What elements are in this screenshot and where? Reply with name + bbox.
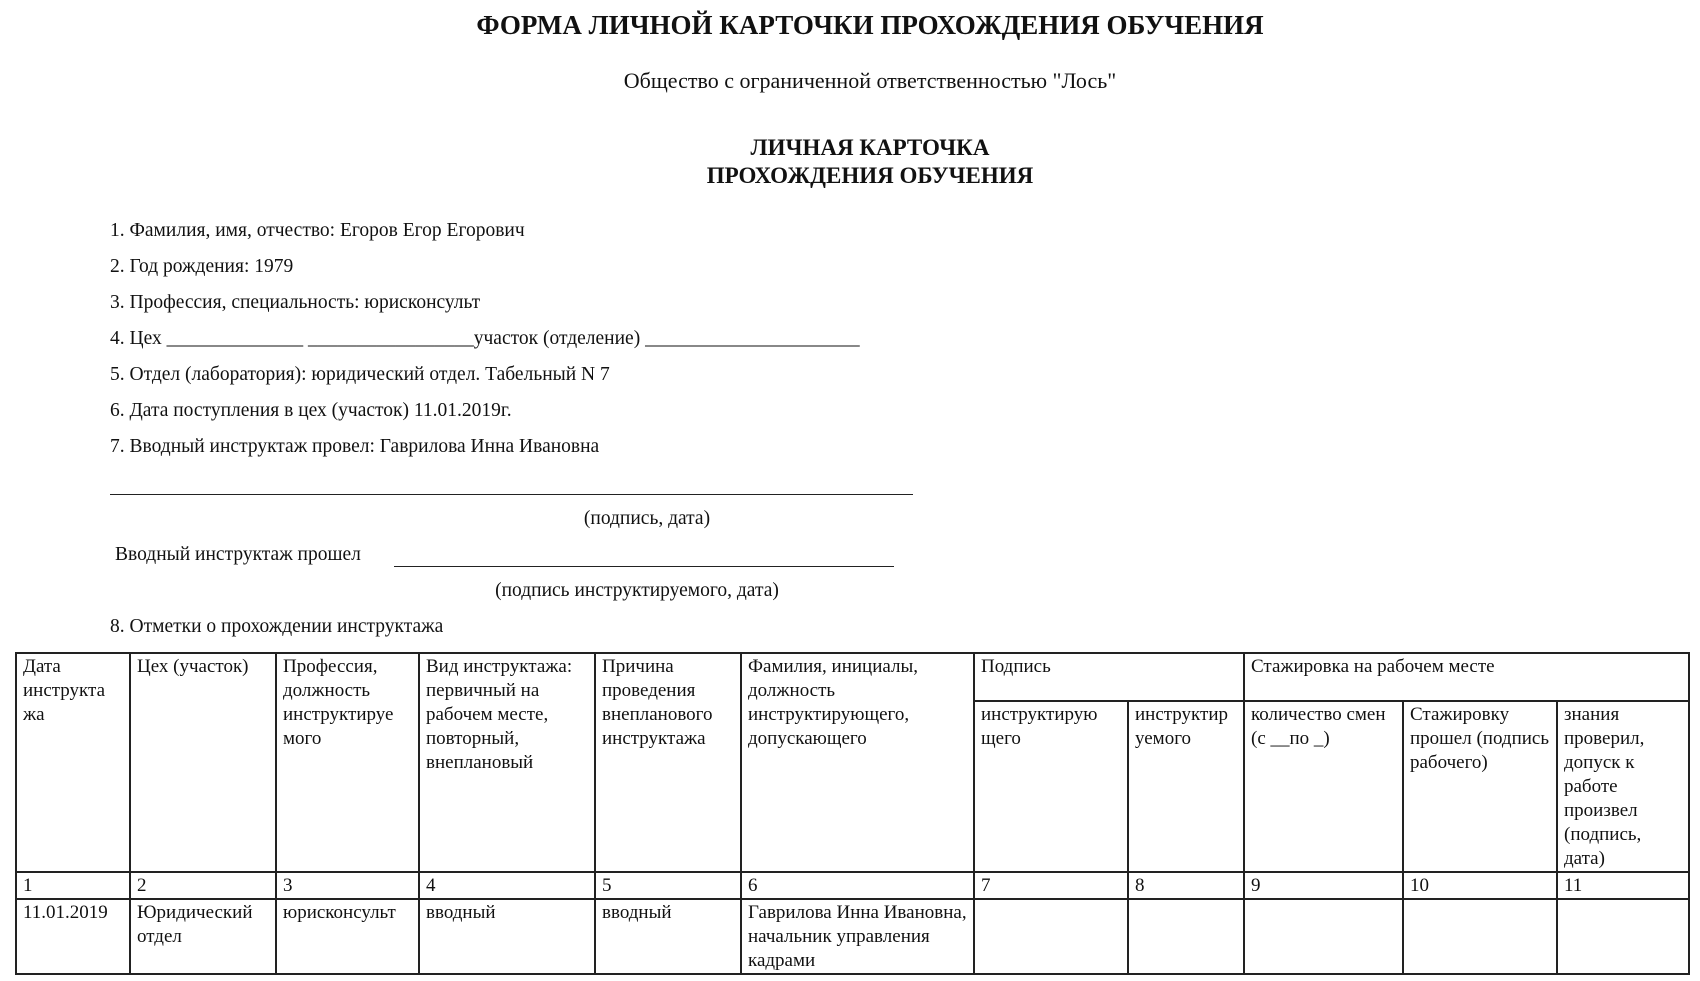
cell-workshop: Юридический отдел [130, 899, 276, 974]
cell-internship-passed [1403, 899, 1557, 974]
cell-admission [1557, 899, 1689, 974]
training-marks-table [15, 652, 1690, 975]
cell-profession: юрисконсульт [276, 899, 419, 974]
column-numbers-row [16, 872, 1689, 899]
trainee-signature-caption: (подпись инструктируемого, дата) [495, 580, 779, 601]
field-department: 5. Отдел (лаборатория): юридический отдел. Табельный N 7 [110, 364, 610, 385]
column-number: 2 [130, 872, 276, 899]
column-number: 3 [276, 872, 419, 899]
column-number: 1 [16, 872, 130, 899]
header-instruction-type: Вид инструктажа: первичный на рабочем месте, повторный, внеплановый [419, 653, 595, 872]
cell-instruction-type: вводный [419, 899, 595, 974]
organization-name: Общество с ограниченной ответственностью "Лось" [623, 68, 1117, 93]
cell-trainee-signature [1128, 899, 1244, 974]
document-title: ФОРМА ЛИЧНОЙ КАРТОЧКИ ПРОХОЖДЕНИЯ ОБУЧЕНИЯ [476, 10, 1264, 40]
table-row [16, 899, 1689, 974]
cell-date: 11.01.2019 [16, 899, 130, 974]
column-number: 4 [419, 872, 595, 899]
field-start-date: 6. Дата поступления в цех (участок) 11.01.2019г. [110, 400, 512, 421]
header-workshop: Цех (участок) [130, 653, 276, 872]
field-workshop: 4. Цех ______________ _________________участок (отделение) ______________________ [110, 328, 860, 349]
header-date: Дата инструкта жа [16, 653, 130, 872]
subheader-instructor-signature: инструктирую щего [974, 701, 1128, 872]
cell-reason: вводный [595, 899, 741, 974]
header-profession: Профессия, должность инструктируе мого [276, 653, 419, 872]
subheader-internship-passed: Стажировку прошел (подпись рабочего) [1403, 701, 1557, 872]
header-reason: Причина проведения внепланового инструктажа [595, 653, 741, 872]
signature-line [110, 494, 913, 495]
header-internship-group: Стажировка на рабочем месте [1244, 653, 1689, 701]
signature-caption: (подпись, дата) [583, 508, 711, 529]
header-instructor: Фамилия, инициалы, должность инструктирующего, допускающего [741, 653, 974, 872]
trainee-signature-line [394, 566, 894, 567]
subheader-admission: знания проверил, допуск к работе произвел (подпись, дата) [1557, 701, 1689, 872]
column-number: 7 [974, 872, 1128, 899]
column-number: 10 [1403, 872, 1557, 899]
column-number: 9 [1244, 872, 1403, 899]
subheader-trainee-signature: инструктир уемого [1128, 701, 1244, 872]
field-profession: 3. Профессия, специальность: юрисконсульт [110, 292, 481, 313]
cell-shift-count [1244, 899, 1403, 974]
subheader-shift-count: количество смен (с __по _) [1244, 701, 1403, 872]
item8-heading: 8. Отметки о прохождении инструктажа [110, 616, 444, 637]
column-number: 6 [741, 872, 974, 899]
intro-passed-label: Вводный инструктаж прошел [115, 544, 361, 565]
column-number: 11 [1557, 872, 1689, 899]
field-intro-instructor: 7. Вводный инструктаж провел: Гаврилова Инна Ивановна [110, 436, 600, 457]
cell-instructor-signature [974, 899, 1128, 974]
card-heading-line1: ЛИЧНАЯ КАРТОЧКА [750, 135, 990, 160]
field-full-name: 1. Фамилия, имя, отчество: Егоров Егор Егорович [110, 220, 525, 241]
column-number: 5 [595, 872, 741, 899]
header-signature-group: Подпись [974, 653, 1244, 701]
column-number: 8 [1128, 872, 1244, 899]
field-birth-year: 2. Год рождения: 1979 [110, 256, 294, 277]
cell-instructor: Гаврилова Инна Ивановна, начальник управления кадрами [741, 899, 974, 974]
card-heading-line2: ПРОХОЖДЕНИЯ ОБУЧЕНИЯ [706, 163, 1034, 188]
